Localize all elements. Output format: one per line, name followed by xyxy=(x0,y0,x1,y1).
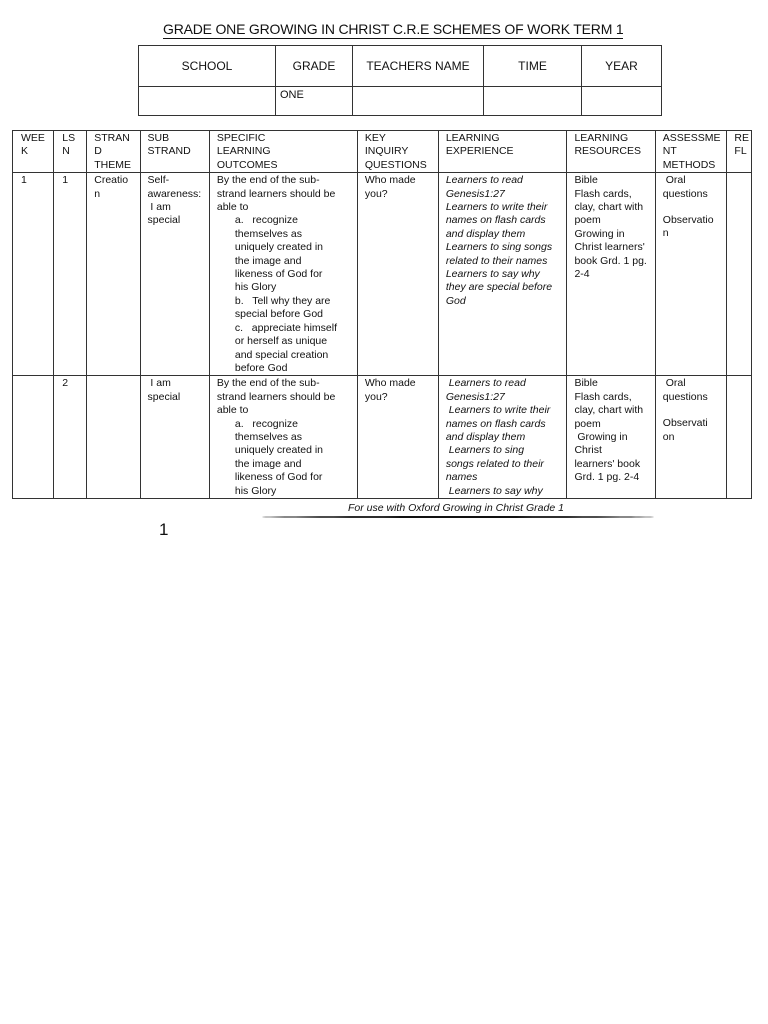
schemes-of-work-table xyxy=(12,130,752,499)
row2-lsn: 2 xyxy=(54,376,87,499)
info-value-school xyxy=(139,87,276,116)
row2-refl xyxy=(727,376,752,499)
cell-line: special xyxy=(147,214,181,227)
table-row xyxy=(13,173,752,376)
cell-line: clay, chart with xyxy=(574,201,644,214)
header-resources xyxy=(567,131,655,173)
cell-line: names on flash cards xyxy=(445,417,546,430)
info-value-year xyxy=(582,87,662,116)
cell-line: STRAN xyxy=(94,132,130,144)
main-header-row xyxy=(13,131,752,173)
cell-line: 2-4 xyxy=(574,268,590,281)
footer-note: For use with Oxford Growing in Christ Grade 1 xyxy=(348,502,564,514)
cell-line: QUESTIONS xyxy=(364,158,427,171)
cell-line: you? xyxy=(364,187,388,200)
cell-line: Flash cards, xyxy=(574,187,632,200)
cell-line: songs related to their xyxy=(445,457,544,470)
info-header-row xyxy=(139,46,662,87)
header-refl xyxy=(727,131,752,173)
cell-line: poem xyxy=(574,214,601,227)
cell-line: names on flash cards xyxy=(445,214,546,227)
cell-line: God xyxy=(445,294,466,307)
cell-line: strand learners should be xyxy=(216,390,336,403)
cell-line: Who made xyxy=(364,174,416,187)
row2-resources xyxy=(567,376,655,499)
row2-experience xyxy=(438,376,567,499)
cell-line: D xyxy=(94,145,102,158)
cell-line: likeness of God for xyxy=(234,471,323,484)
cell-line: able to xyxy=(216,201,249,214)
document-title: GRADE ONE GROWING IN CHRIST C.R.E SCHEMES OF WORK TERM 1 xyxy=(163,21,624,37)
cell-line: you? xyxy=(364,390,388,403)
cell-line: the image and xyxy=(234,254,302,267)
cell-line: LEARNING xyxy=(574,132,629,144)
cell-line: c. appreciate himself xyxy=(234,321,338,334)
cell-line: Learners to say why xyxy=(445,484,543,497)
cell-line: related to their names xyxy=(445,254,548,267)
cell-line: RESOURCES xyxy=(574,145,641,158)
cell-line: Genesis1:27 xyxy=(445,187,505,200)
info-header-school: SCHOOL xyxy=(139,46,276,87)
info-header-time: TIME xyxy=(484,46,582,87)
cell-line: his Glory xyxy=(234,281,277,294)
info-header-year: YEAR xyxy=(582,46,662,87)
cell-line: Self- xyxy=(147,174,170,187)
info-header-teachers-name: TEACHERS NAME xyxy=(353,46,484,87)
info-value-row xyxy=(139,87,662,116)
cell-line: they are special before xyxy=(445,281,553,294)
school-info-table xyxy=(138,45,662,116)
info-value-grade: ONE xyxy=(276,87,353,116)
cell-line: awareness: xyxy=(147,187,202,200)
cell-line: Creatio xyxy=(94,174,129,187)
cell-line: Christ xyxy=(574,444,602,457)
cell-line: themselves as xyxy=(234,227,302,240)
cell-line: N xyxy=(62,145,70,158)
header-strand xyxy=(87,131,140,173)
cell-line: I am xyxy=(147,201,171,214)
cell-line: By the end of the sub- xyxy=(216,174,320,187)
header-sub-strand xyxy=(140,131,209,173)
info-value-teachers-name xyxy=(353,87,484,116)
cell-line: and special creation xyxy=(234,348,329,361)
footer-divider xyxy=(262,516,654,518)
row1-outcomes xyxy=(209,173,357,376)
cell-line: LEARNING xyxy=(445,132,500,144)
cell-line: OUTCOMES xyxy=(216,158,278,171)
cell-line: Observati xyxy=(662,417,708,430)
cell-line: his Glory xyxy=(234,484,277,497)
cell-line: before God xyxy=(234,361,288,374)
cell-line: Grd. 1 pg. 2-4 xyxy=(574,471,640,484)
cell-line: Flash cards, xyxy=(574,390,632,403)
cell-line: Growing in xyxy=(574,227,625,240)
row1-lsn: 1 xyxy=(54,173,87,376)
row1-assessment xyxy=(655,173,727,376)
cell-line: K xyxy=(21,145,29,158)
cell-line: strand learners should be xyxy=(216,187,336,200)
cell-line: Bible xyxy=(574,174,598,187)
cell-line: themselves as xyxy=(234,430,302,443)
header-experience xyxy=(438,131,567,173)
header-lsn xyxy=(54,131,87,173)
cell-line: EXPERIENCE xyxy=(445,145,514,158)
cell-line: Learners to read xyxy=(445,174,523,187)
cell-line: questions xyxy=(662,187,708,200)
row1-strand xyxy=(87,173,140,376)
row1-experience xyxy=(438,173,567,376)
cell-line: KEY xyxy=(364,132,386,144)
cell-line: LS xyxy=(62,132,76,144)
cell-line: Learners to read xyxy=(445,377,526,390)
cell-line: WEE xyxy=(21,132,45,144)
cell-line: uniquely created in xyxy=(234,241,324,254)
cell-line: n xyxy=(94,187,101,200)
cell-line: RE xyxy=(734,132,749,144)
row1-refl xyxy=(727,173,752,376)
row2-outcomes xyxy=(209,376,357,499)
cell-line: Learners to write their xyxy=(445,201,548,214)
cell-line: Christ learners' xyxy=(574,241,645,254)
cell-line: LEARNING xyxy=(216,145,271,158)
cell-line: Learners to sing songs xyxy=(445,241,553,254)
cell-line: poem xyxy=(574,417,601,430)
cell-line: SPECIFIC xyxy=(216,132,266,144)
cell-line: Observatio xyxy=(662,214,714,227)
cell-line: NT xyxy=(662,145,677,158)
cell-line: clay, chart with xyxy=(574,404,644,417)
cell-line: special before God xyxy=(234,308,324,321)
cell-line: Growing in xyxy=(574,430,628,443)
row2-outcome-a xyxy=(217,418,355,498)
info-header-grade: GRADE xyxy=(276,46,353,87)
cell-line: a. recognize xyxy=(234,417,298,430)
cell-line: book Grd. 1 pg. xyxy=(574,254,647,267)
row1-sub-strand xyxy=(140,173,209,376)
cell-line: Genesis1:27 xyxy=(445,390,505,403)
cell-line: Bible xyxy=(574,377,598,390)
cell-line: names xyxy=(445,471,478,484)
cell-line: INQUIRY xyxy=(364,145,409,158)
cell-line: Oral xyxy=(662,174,686,187)
cell-line: SUB xyxy=(147,132,170,144)
row2-inquiry xyxy=(357,376,438,499)
row1-outcome-c xyxy=(217,322,355,376)
cell-line: b. Tell why they are xyxy=(234,294,331,307)
row1-resources xyxy=(567,173,655,376)
page-number: 1 xyxy=(159,520,169,539)
cell-line xyxy=(663,404,725,417)
row1-outcomes-intro xyxy=(217,174,355,214)
cell-line: and display them xyxy=(445,227,526,240)
header-outcomes xyxy=(209,131,357,173)
cell-line: learners' book xyxy=(574,457,641,470)
cell-line: Learners to sing xyxy=(445,444,525,457)
cell-line: Oral xyxy=(662,377,686,390)
header-assessment xyxy=(655,131,727,173)
row1-outcome-a xyxy=(217,214,355,294)
cell-line xyxy=(663,201,725,214)
cell-line: ASSESSME xyxy=(662,132,721,144)
row2-week xyxy=(13,376,54,499)
cell-line: Who made xyxy=(364,377,416,390)
cell-line: uniquely created in xyxy=(234,444,324,457)
header-inquiry xyxy=(357,131,438,173)
cell-line: STRAND xyxy=(147,145,191,158)
cell-line: Learners to say why xyxy=(445,268,540,281)
cell-line: METHODS xyxy=(662,158,716,171)
row2-sub-strand xyxy=(140,376,209,499)
cell-line: I am xyxy=(147,377,171,390)
row2-assessment xyxy=(655,376,727,499)
cell-line: THEME xyxy=(94,158,131,171)
cell-line: likeness of God for xyxy=(234,268,323,281)
cell-line: and display them xyxy=(445,430,526,443)
cell-line: FL xyxy=(734,145,747,158)
row2-strand xyxy=(87,376,140,499)
row1-week: 1 xyxy=(13,173,54,376)
cell-line: the image and xyxy=(234,457,302,470)
cell-line: Learners to write their xyxy=(445,404,551,417)
cell-line: on xyxy=(662,430,675,443)
cell-line: special xyxy=(147,390,181,403)
row1-outcome-b xyxy=(217,295,355,322)
row1-inquiry xyxy=(357,173,438,376)
table-row xyxy=(13,376,752,499)
cell-line: questions xyxy=(662,390,708,403)
info-value-time xyxy=(484,87,582,116)
cell-line: a. recognize xyxy=(234,214,298,227)
cell-line: able to xyxy=(216,404,249,417)
row2-outcomes-intro xyxy=(217,377,355,417)
cell-line: n xyxy=(662,227,669,240)
header-week xyxy=(13,131,54,173)
cell-line: By the end of the sub- xyxy=(216,377,320,390)
cell-line: or herself as unique xyxy=(234,335,328,348)
